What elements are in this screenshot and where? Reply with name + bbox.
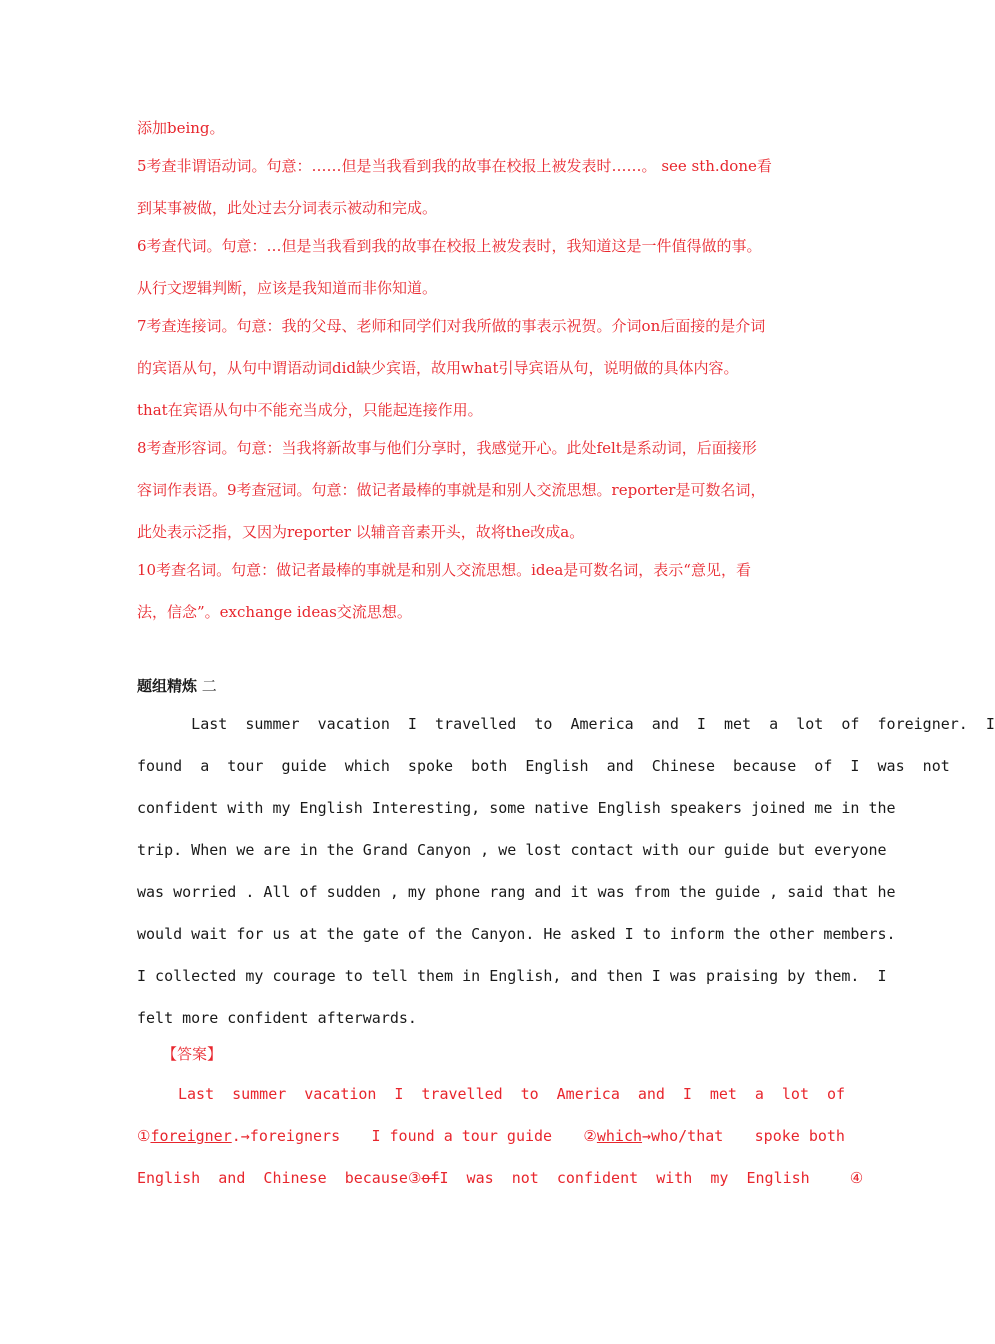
passage-line: was worried . All of sudden , my phone rang and it was from the guide , said that he xyxy=(137,883,896,901)
answer-word: vacation xyxy=(304,1085,377,1103)
explanation-line: 10考查名词。句意：做记者最棒的事就是和别人交流思想。idea是可数名词，表示“意见，看 xyxy=(137,561,751,579)
section-heading xyxy=(137,675,217,696)
marker-2: ② xyxy=(583,1127,597,1145)
section-title: 题组精炼 xyxy=(137,677,198,695)
marker-1: ① xyxy=(137,1127,151,1145)
answer-word: and xyxy=(637,1085,665,1103)
passage-line: trip. When we are in the Grand Canyon , we lost contact with our guide but everyone xyxy=(137,841,887,859)
answer-word: of xyxy=(826,1085,845,1103)
correction-3 xyxy=(408,1167,440,1189)
passage-line: Last summer vacation I travelled to America and I met a lot of foreigner. I xyxy=(137,715,995,733)
answer-word: lot xyxy=(781,1085,809,1103)
deleted-word-3: of xyxy=(421,1169,440,1187)
answer-word: I xyxy=(682,1085,692,1103)
answer-text: I found a tour guide xyxy=(371,1127,553,1145)
explanation-line: that在宾语从句中不能充当成分，只能起连接作用。 xyxy=(137,401,483,419)
explanation-line: 法，信念”。exchange ideas交流思想。 xyxy=(137,603,412,621)
answer-word: summer xyxy=(232,1085,287,1103)
fix-1: .→foreigners xyxy=(231,1127,341,1145)
answer-text: English and Chinese because xyxy=(137,1169,408,1187)
section-number: 二 xyxy=(197,677,217,695)
answer-text: spoke both xyxy=(754,1127,845,1145)
passage-line: felt more confident afterwards. xyxy=(137,1009,417,1027)
explanation-line: 8考查形容词。句意：当我将新故事与他们分享时，我感觉开心。此处felt是系动词，后面接形 xyxy=(137,439,757,457)
answer-word: I xyxy=(394,1085,404,1103)
explanation-line: 的宾语从句，从句中谓语动词did缺少宾语，故用what引导宾语从句，说明做的具体内容。 xyxy=(137,359,739,377)
explanation-line: 6考查代词。句意：…但是当我看到我的故事在校报上被发表时，我知道这是一件值得做的事。 xyxy=(137,237,762,255)
passage-line: would wait for us at the gate of the Canyon. He asked I to inform the other members. xyxy=(137,925,896,943)
explanation-line: 从行文逻辑判断，应该是我知道而非你知道。 xyxy=(137,279,438,297)
answer-word: met xyxy=(709,1085,737,1103)
error-word-1: foreigner xyxy=(150,1127,232,1145)
explanation-line: 7考查连接词。句意：我的父母、老师和同学们对我所做的事表示祝贺。介词on后面接的是介词 xyxy=(137,317,766,335)
fix-2: →who/that xyxy=(642,1127,724,1145)
marker-3: ③ xyxy=(407,1169,422,1187)
marker-4: ④ xyxy=(849,1169,864,1187)
passage-line: found a tour guide which spoke both English and Chinese because of I was not xyxy=(137,757,950,775)
answer-word: to xyxy=(520,1085,539,1103)
explanation-line: 容词作表语。9考查冠词。句意：做记者最棒的事就是和别人交流思想。reporter是可数名词， xyxy=(137,481,766,499)
explanation-line: 此处表示泛指，又因为reporter 以辅音音素开头，故将the改成a。 xyxy=(137,523,585,541)
correction-1 xyxy=(137,1125,340,1147)
error-word-2: which xyxy=(596,1127,643,1145)
answer-word: travelled xyxy=(421,1085,503,1103)
answer-line xyxy=(178,1083,845,1105)
answer-word: America xyxy=(556,1085,620,1103)
answer-line xyxy=(137,1125,845,1147)
answer-tag: 【答案】 xyxy=(162,1045,223,1063)
answer-line xyxy=(137,1167,864,1189)
answer-word: a xyxy=(754,1085,764,1103)
correction-2 xyxy=(583,1125,723,1147)
answer-text: I was not confident with my English xyxy=(439,1169,810,1187)
passage-line: I collected my courage to tell them in English, and then I was praising by them. I xyxy=(137,967,887,985)
answer-word: Last xyxy=(178,1085,215,1103)
explanation-line: 5考查非谓语动词。句意：……但是当我看到我的故事在校报上被发表时……。 see sth.done看 xyxy=(137,157,772,175)
explanation-line: 到某事被做，此处过去分词表示被动和完成。 xyxy=(137,199,438,217)
explanation-line: 添加being。 xyxy=(137,119,225,137)
passage-line: confident with my English Interesting, some native English speakers joined me in the xyxy=(137,799,896,817)
